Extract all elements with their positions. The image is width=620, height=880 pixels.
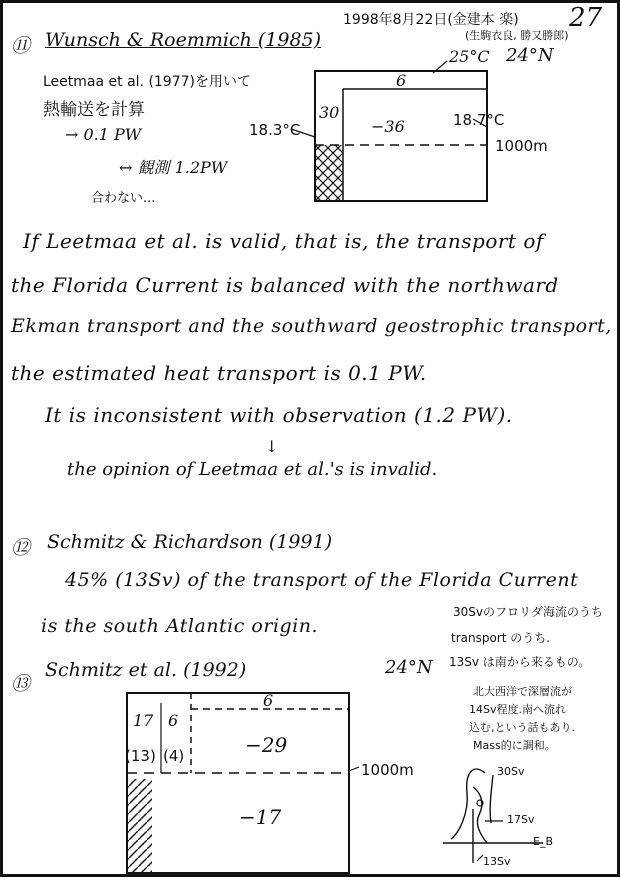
flow-label-axis: E_B (533, 835, 553, 848)
d1-latitude: 24°N (506, 45, 554, 66)
note-line5: 合わない... (91, 191, 156, 206)
d2-cell-d: (4) (163, 747, 185, 765)
section2-line2: is the south Atlantic origin. (41, 615, 319, 637)
flow-sketch (3, 3, 620, 880)
note-line4: ↔ 観測 1.2PW (119, 158, 228, 177)
s3-side-note1: 北大西洋で深層流が (473, 685, 572, 698)
flow-label-mid: 17Sv (507, 813, 535, 826)
note-line1: Leetmaa et al. (1977)を用いて (43, 74, 251, 90)
d1-right-temp: 18.7°C (453, 111, 505, 129)
d1-center-value: −36 (371, 117, 405, 136)
para-line1: If Leetmaa et al. is valid, that is, the transport of (23, 229, 544, 253)
s3-side-note4: Mass的に調和。 (473, 739, 556, 752)
section1-marker: ⑪ (11, 35, 31, 57)
header-affiliation: (生駒衣良, 勝又勝郎) (465, 29, 569, 42)
para-line6: the opinion of Leetmaa et al.'s is invalid. (67, 459, 438, 480)
section1-title: Wunsch & Roemmich (1985) (45, 29, 322, 51)
para-line4: the estimated heat transport is 0.1 PW. (11, 361, 427, 385)
section2-marker: ⑫ (11, 537, 31, 559)
flow-label-top: 30Sv (497, 765, 525, 778)
flow-label-bottom: 13Sv (483, 855, 511, 868)
s2-side-note2: transport のうち. (451, 631, 551, 645)
d1-left-temp: 18.3°C (249, 121, 301, 139)
d2-cell-a: 17 (133, 711, 154, 730)
d2-top-value: 6 (263, 691, 274, 710)
section2-title: Schmitz & Richardson (1991) (47, 531, 333, 553)
s3-side-note3: 込む,という話もあり. (469, 721, 575, 734)
d1-temp-top: 25°C (449, 47, 490, 66)
header-date-author: 1998年8月22日(金建本 楽) (343, 12, 519, 28)
section2-line1: 45% (13Sv) of the transport of the Florida Current (65, 569, 579, 591)
para-arrow: ↓ (265, 437, 279, 456)
d2-upper-value: −29 (245, 733, 288, 757)
d2-cell-b: 6 (168, 711, 179, 730)
para-line5: It is inconsistent with observation (1.2 PW). (45, 403, 513, 427)
d2-lower-value: −17 (239, 805, 282, 829)
d2-cell-c: (13) (125, 747, 156, 765)
d2-depth: 1000m (361, 761, 414, 779)
section3-marker: ⑬ (11, 673, 31, 695)
d1-top-value: 6 (396, 71, 407, 90)
para-line2: the Florida Current is balanced with the northward (11, 273, 559, 297)
note-line2: 熱輸送を計算 (43, 100, 145, 120)
d1-left-value: 30 (319, 103, 340, 122)
s3-latitude: 24°N (385, 657, 433, 678)
s3-side-note2: 14Sv程度.南へ流れ (469, 703, 566, 716)
d1-depth: 1000m (495, 137, 548, 155)
s2-side-note1: 30Svのフロリダ海流のうち (453, 605, 603, 619)
para-line3: Ekman transport and the southward geostrophic transport, (11, 315, 612, 337)
s2-side-note3: 13Sv は南から来るもの。 (449, 655, 591, 669)
section3-title: Schmitz et al. (1992) (45, 659, 247, 681)
note-line3: → 0.1 PW (65, 125, 142, 144)
page-number: 27 (569, 3, 603, 33)
